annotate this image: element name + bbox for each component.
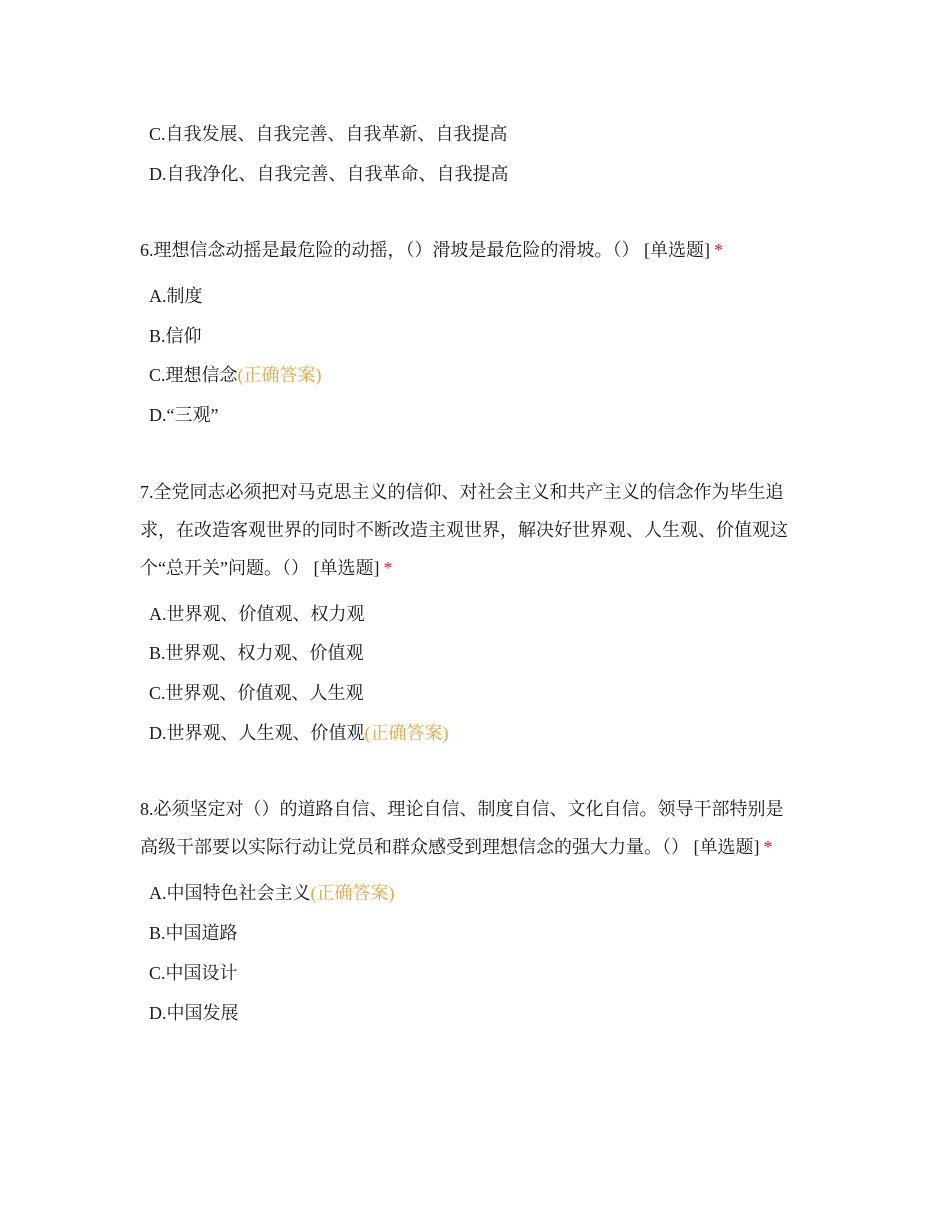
- option-key: C.: [149, 365, 166, 385]
- option-text: 中国设计: [165, 963, 238, 983]
- option-key: B.: [149, 923, 166, 943]
- q8-question: [140, 790, 820, 866]
- q8-line-2: [140, 828, 820, 866]
- q7-line-1: 7.全党同志必须把对马克思主义的信仰、对社会主义和共产主义的信念作为毕生追: [140, 482, 784, 502]
- question-text: 个“总开关”问题。（）: [140, 558, 309, 578]
- option-text: 中国发展: [166, 1003, 239, 1023]
- question-text: 6.理想信念动摇是最危险的动摇，（）滑坡是最危险的滑坡。（）: [140, 240, 640, 260]
- option-text: 理想信念: [165, 365, 238, 385]
- q6-line-1: [140, 231, 820, 269]
- option-text: 自我发展、自我完善、自我革新、自我提高: [165, 124, 508, 144]
- q6-option-d: [149, 403, 218, 427]
- required-asterisk: *: [383, 558, 393, 578]
- option-text: 世界观、价值观、权力观: [166, 604, 365, 624]
- correct-answer-label: (正确答案): [237, 365, 322, 385]
- required-asterisk: *: [763, 837, 773, 857]
- q7-line-3: [140, 549, 820, 587]
- option-text: 世界观、人生观、价值观: [166, 723, 365, 743]
- option-key: C.: [149, 963, 166, 983]
- option-text: 信仰: [165, 326, 202, 346]
- correct-answer-label: (正确答案): [310, 883, 395, 903]
- option-text: “三观”: [166, 405, 219, 425]
- option-key: D.: [149, 164, 167, 184]
- option-text: 世界观、价值观、人生观: [165, 683, 364, 703]
- q7-option-b: [149, 641, 364, 665]
- option-text: 制度: [166, 286, 203, 306]
- option-text: 中国特色社会主义: [166, 883, 311, 903]
- q8-option-c: [149, 961, 238, 985]
- q8-option-b: [149, 921, 238, 945]
- q7-option-c: [149, 681, 364, 705]
- q6-question: [140, 231, 820, 269]
- q5-option-c: [149, 122, 508, 146]
- option-key: B.: [149, 326, 166, 346]
- question-type-tag: [单选题]: [313, 558, 380, 578]
- q7-line-2: 求，在改造客观世界的同时不断改造主观世界，解决好世界观、人生观、价值观这: [140, 520, 788, 540]
- q8-line-1: 8.必须坚定对（）的道路自信、理论自信、制度自信、文化自信。领导干部特别是: [140, 799, 784, 819]
- option-key: C.: [149, 683, 166, 703]
- option-key: D.: [149, 405, 167, 425]
- option-key: C.: [149, 124, 166, 144]
- q7-question: [140, 473, 820, 587]
- option-text: 中国道路: [165, 923, 238, 943]
- q7-option-d: [149, 721, 449, 745]
- q7-option-a: [149, 602, 365, 626]
- option-key: A.: [149, 604, 167, 624]
- option-text: 自我净化、自我完善、自我革命、自我提高: [166, 164, 509, 184]
- q5-option-d: [149, 162, 509, 186]
- required-asterisk: *: [714, 240, 723, 260]
- option-key: B.: [149, 643, 166, 663]
- q6-option-c: [149, 363, 322, 387]
- q8-option-d: [149, 1001, 239, 1025]
- option-text: 世界观、权力观、价值观: [165, 643, 364, 663]
- q6-option-b: [149, 324, 202, 348]
- question-type-tag: [单选题]: [644, 240, 710, 260]
- option-key: A.: [149, 286, 167, 306]
- option-key: A.: [149, 883, 167, 903]
- option-key: D.: [149, 723, 167, 743]
- q8-option-a: [149, 881, 395, 905]
- q6-option-a: [149, 284, 203, 308]
- question-type-tag: [单选题]: [693, 837, 760, 857]
- correct-answer-label: (正确答案): [364, 723, 449, 743]
- option-key: D.: [149, 1003, 167, 1023]
- question-text: 高级干部要以实际行动让党员和群众感受到理想信念的强大力量。（）: [140, 837, 689, 857]
